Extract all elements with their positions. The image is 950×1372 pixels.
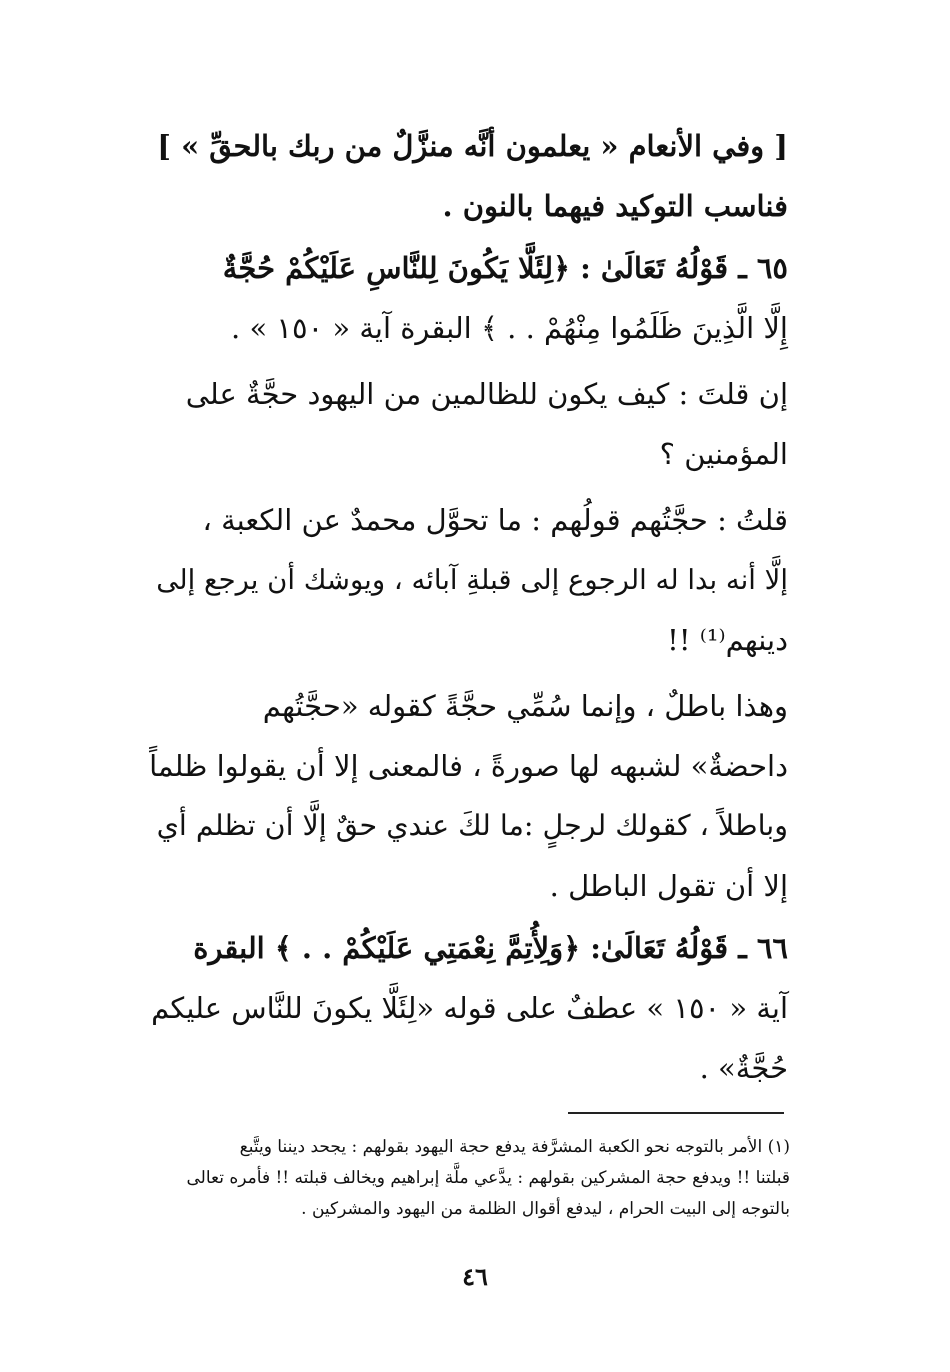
text-line: إلا أن تقول الباطل . bbox=[549, 869, 788, 903]
text-line: داحضةٌ» لشبهه لها صورةً ، فالمعنى إلا أن يقولوا ظلماً bbox=[149, 749, 788, 783]
text-line: إلَّا أنه بدا له الرجوع إلى قبلةِ آبائه ، ويوشك أن يرجع إلى bbox=[156, 564, 788, 596]
text-line: إن قلتَ : كيف يكون للظالمين من اليهود حجَّةٌ على bbox=[185, 377, 788, 411]
text-line: [ وفي الأنعام « يعلمون أنَّه منزَّلٌ من ربك بالحقِّ » ] bbox=[157, 129, 788, 163]
text-line: آية « ١٥٠ » عطفٌ على قوله «لِئَلَّا يكونَ للنَّاس عليكم bbox=[151, 991, 788, 1025]
verse-line: إِلَّا الَّذِينَ ظَلَمُوا مِنْهُمْ . . ﴾ البقرة آية « ١٥٠ » . bbox=[231, 311, 788, 345]
text-line: وهذا باطلٌ ، وإنما سُمِّي حجَّةً كقوله «حجَّتُهم bbox=[262, 689, 788, 723]
text-line: حُجَّةٌ» . bbox=[699, 1051, 788, 1085]
footnote bbox=[140, 1132, 790, 1225]
paragraph-verse-66 bbox=[148, 918, 788, 1098]
footnote-divider bbox=[568, 1112, 784, 1114]
text-line: المؤمنين ؟ bbox=[659, 437, 788, 471]
paragraph-refutation bbox=[148, 676, 788, 916]
verse-line: ٦٥ ـ قَوْلُهُ تَعَالَىٰ : ﴿لِئَلَّا يَكُونَ لِلنَّاسِ عَلَيْكُمْ حُجَّةٌ bbox=[222, 251, 788, 285]
text-line: فناسب التوكيد فيهما بالنون . bbox=[442, 189, 788, 223]
footnote-line: (١) الأمر بالتوجه نحو الكعبة المشرَّفة يدفع حجة اليهود بقولهم : يجحد ديننا ويتَّبع bbox=[239, 1137, 790, 1157]
text-line: قلتُ : حجَّتُهم قولُهم : ما تحوَّل محمدٌ عن الكعبة ، bbox=[202, 503, 788, 537]
footnote-line: بالتوجه إلى البيت الحرام ، ليدفع أقوال الظلمة من اليهود والمشركين . bbox=[301, 1199, 790, 1219]
paragraph-question bbox=[148, 364, 788, 484]
footnote-line: قبلتنا !! ويدفع حجة المشركين بقولهم : يدَّعي ملَّة إبراهيم ويخالف قبلته !! فأمره تعالى bbox=[186, 1168, 790, 1188]
text-line: وباطلاً ، كقولك لرجلٍ :ما لكَ عندي حقٌ إلَّا أن تظلم أي bbox=[156, 809, 788, 842]
text-line: دينهم⁽¹⁾ !! bbox=[667, 623, 788, 657]
verse-line: ٦٦ ـ قَوْلُهُ تَعَالَىٰ: ﴿وَلِأُتِمَّ نِعْمَتِي عَلَيْكُمْ . . ﴾ البقرة bbox=[193, 931, 788, 965]
paragraph-verse-65 bbox=[148, 238, 788, 358]
paragraph-answer bbox=[148, 490, 788, 670]
paragraph-anaam-note bbox=[148, 116, 788, 236]
page-number: ٤٦ bbox=[462, 1262, 488, 1291]
